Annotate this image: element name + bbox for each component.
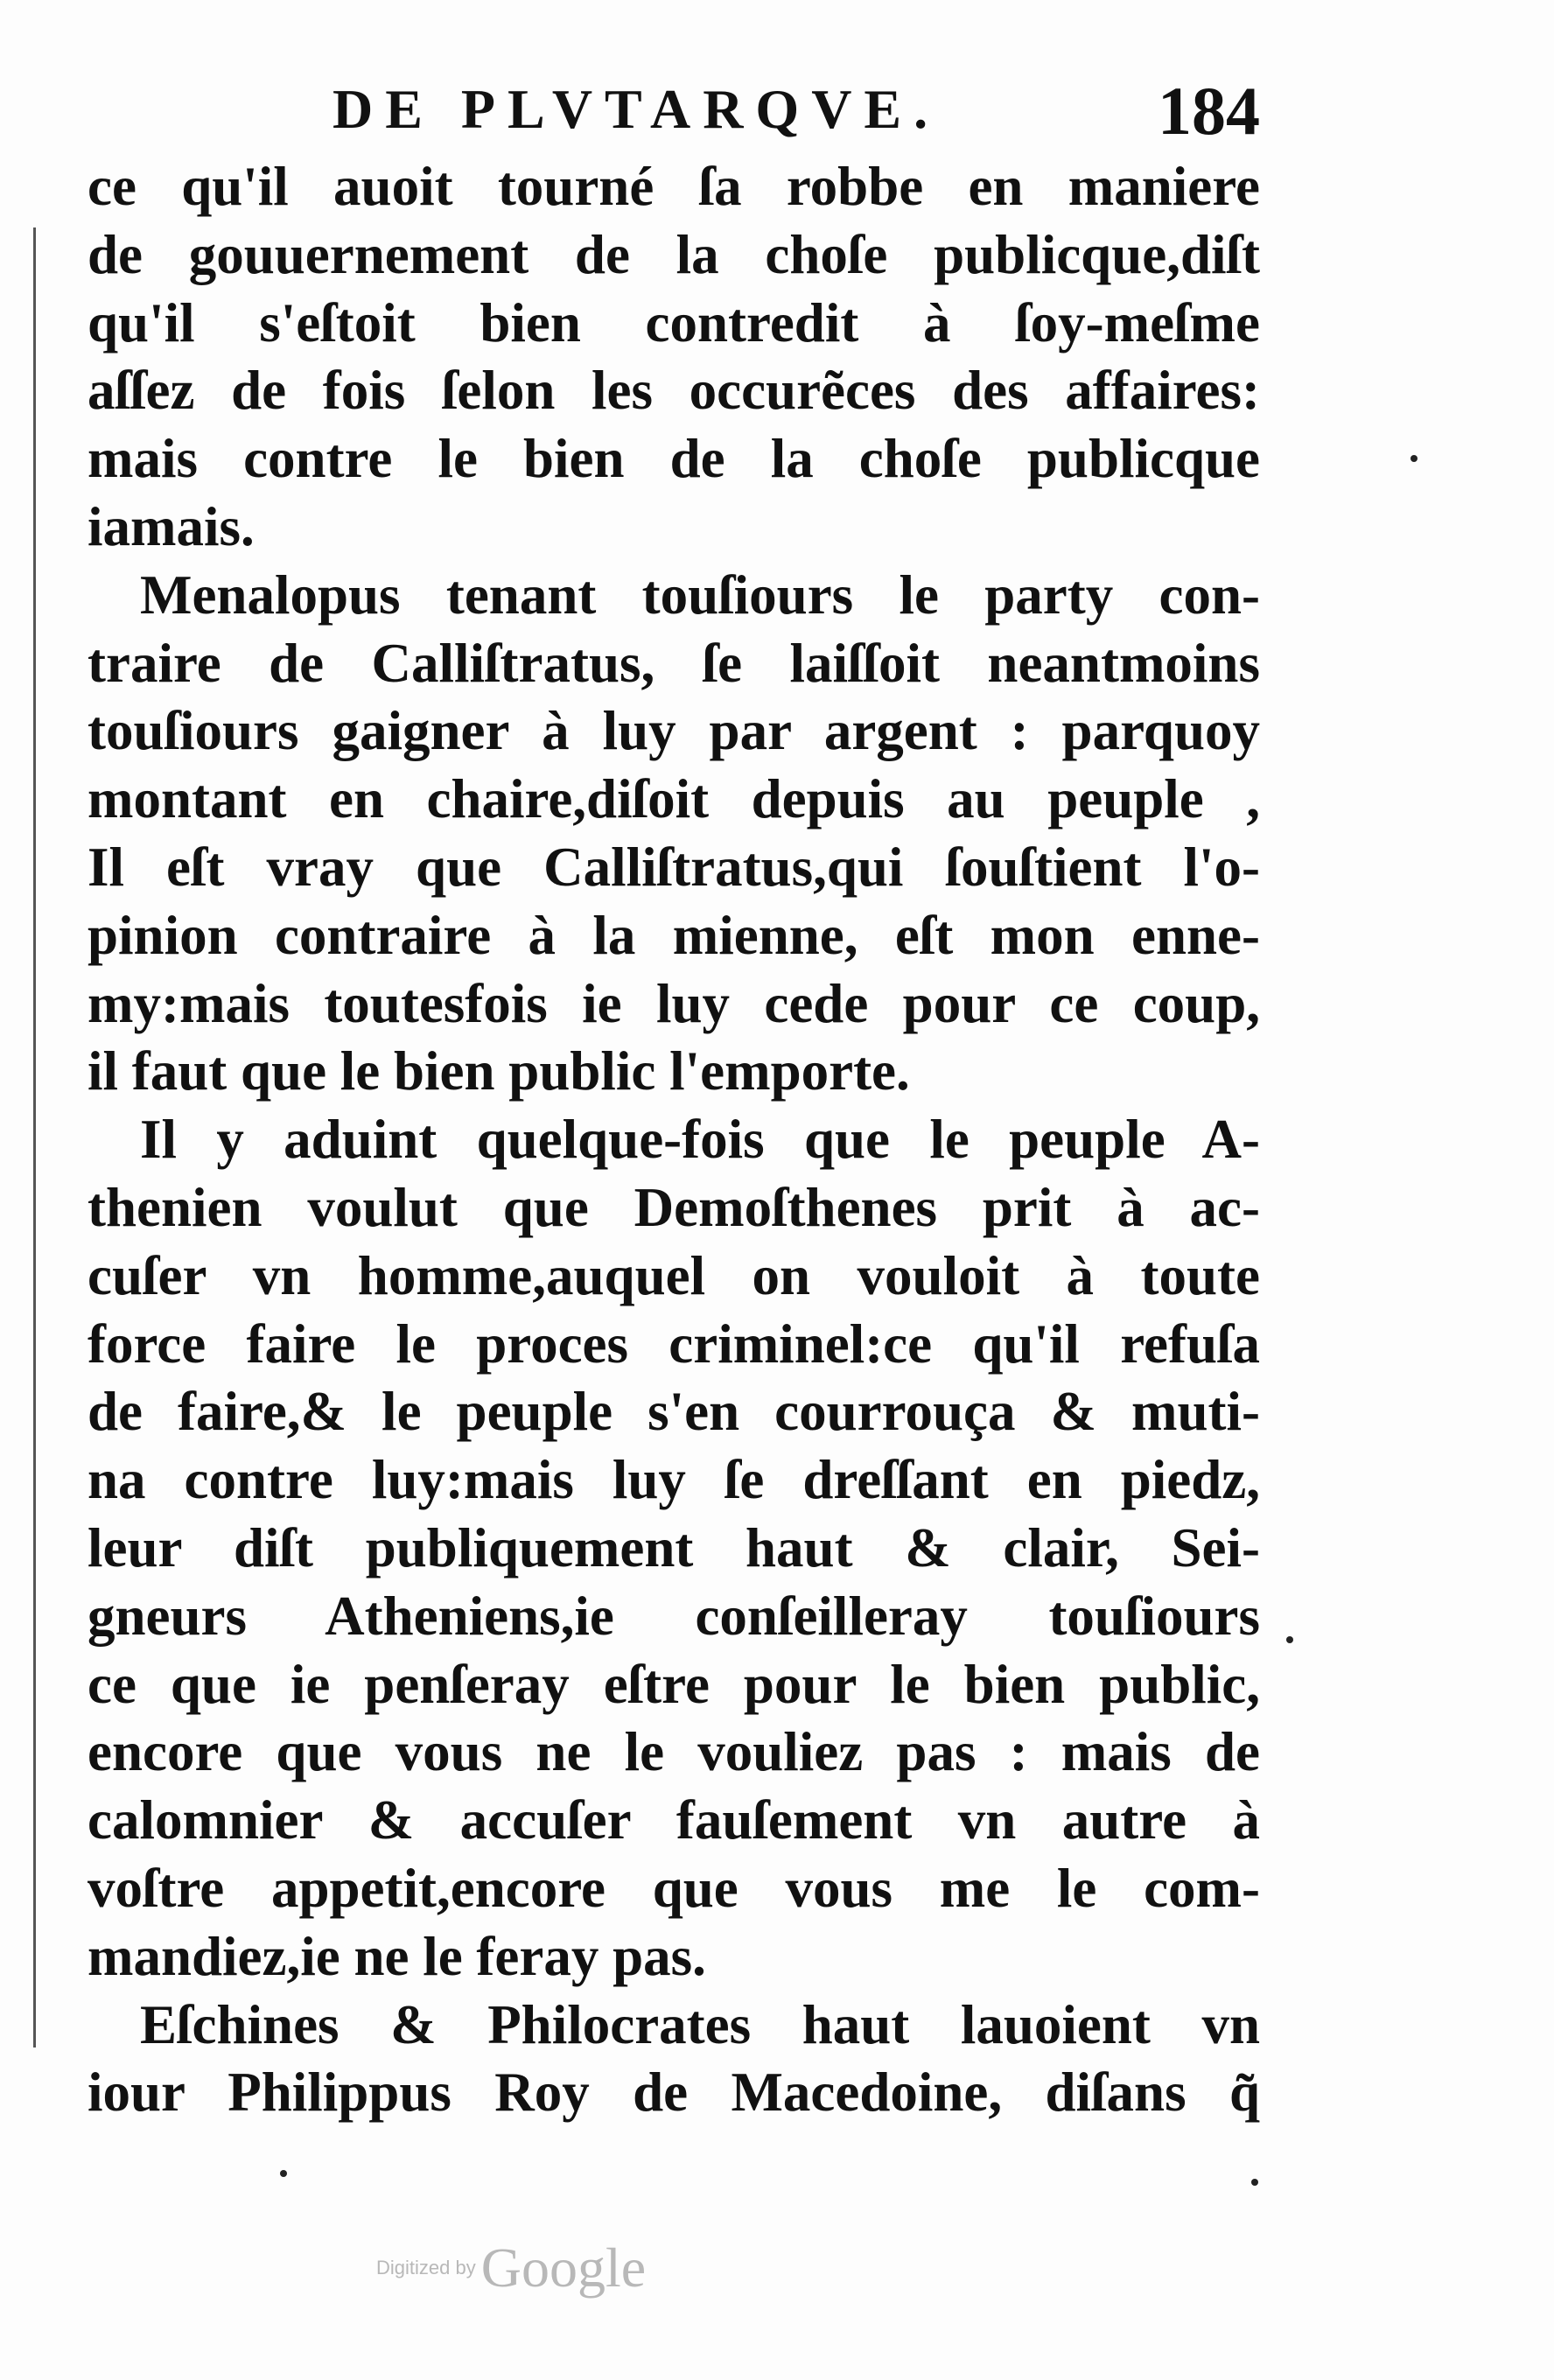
digitized-by-label: Digitized by	[376, 2257, 476, 2278]
text-line: de faire,& le peuple s'en courrouça & muti-	[88, 1381, 1260, 1443]
text-line: gneurs Atheniens,ie conſeilleray touſiours	[88, 1585, 1260, 1647]
text-line: encore que vous ne le vouliez pas : mais de	[88, 1721, 1260, 1783]
ink-speck	[1410, 455, 1418, 462]
text-line: calomnier & accuſer fauſement vn autre à	[88, 1789, 1260, 1852]
text-line: Il y aduint quelque-fois que le peuple A-	[140, 1109, 1260, 1171]
ink-speck	[280, 2170, 287, 2177]
text-line: leur diſt publiquement haut & clair, Sei-	[88, 1516, 1260, 1578]
text-line: pinion contraire à la mienne, eſt mon enne-	[88, 904, 1260, 966]
text-line: ce que ie penſeray eſtre pour le bien public,	[88, 1653, 1260, 1715]
google-logo: Google	[480, 2236, 647, 2299]
text-line: voſtre appetit,encore que vous me le com-	[88, 1857, 1260, 1919]
paragraph	[88, 1106, 1260, 1991]
body-text	[88, 153, 1260, 2127]
text-line: iour Philippus Roy de Macedoine, diſans q̃	[88, 2062, 1260, 2124]
ink-speck	[1251, 2179, 1258, 2186]
paragraph	[88, 1992, 1260, 2128]
text-line: aſſez de fois ſelon les occurẽces des affaires:	[88, 360, 1260, 422]
text-line: mais contre le bien de la choſe publicque	[88, 428, 1260, 490]
left-margin-rule	[33, 228, 36, 2048]
text-line: force faire le proces criminel:ce qu'il refuſa	[88, 1312, 1260, 1375]
text-line: traire de Calliſtratus, ſe laiſſoit neantmoins	[88, 632, 1260, 694]
text-line: mandiez,ie ne le feray pas.	[88, 1925, 706, 1987]
text-line: qu'il s'eſtoit bien contredit à ſoy-meſme	[88, 291, 1260, 354]
ink-speck	[1286, 1636, 1293, 1643]
text-line: cuſer vn homme,auquel on vouloit à toute	[88, 1244, 1260, 1306]
text-line: thenien voulut que Demoſthenes prit à ac-	[88, 1176, 1260, 1238]
text-line: na contre luy:mais luy ſe dreſſant en piedz,	[88, 1449, 1260, 1511]
paragraph	[88, 153, 1260, 562]
paragraph	[88, 562, 1260, 1106]
page-header	[289, 73, 1278, 156]
text-line: montant en chaire,diſoit depuis au peuple ,	[88, 768, 1260, 830]
text-line: Menalopus tenant touſiours le party con-	[140, 564, 1260, 626]
digitized-by-watermark	[376, 2236, 646, 2300]
text-line: Eſchines & Philocrates haut lauoient vn	[140, 1993, 1260, 2055]
text-line: ce qu'il auoit tourné ſa robbe en maniere	[88, 156, 1260, 217]
text-line: my:mais toutesfois ie luy cede pour ce coup,	[88, 972, 1260, 1034]
text-line: touſiours gaigner à luy par argent : parquoy	[88, 700, 1260, 762]
text-line: Il eſt vray que Calliſtratus,qui ſouſtient l'o-	[88, 836, 1260, 898]
text-line: de gouuernement de la choſe publicque,diſt	[88, 223, 1260, 285]
running-title: DE PLVTARQVE.	[332, 78, 941, 140]
page-number: 184	[1158, 73, 1260, 149]
text-line: il faut que le bien public l'emporte.	[88, 1040, 910, 1102]
text-line: iamais.	[88, 495, 255, 557]
